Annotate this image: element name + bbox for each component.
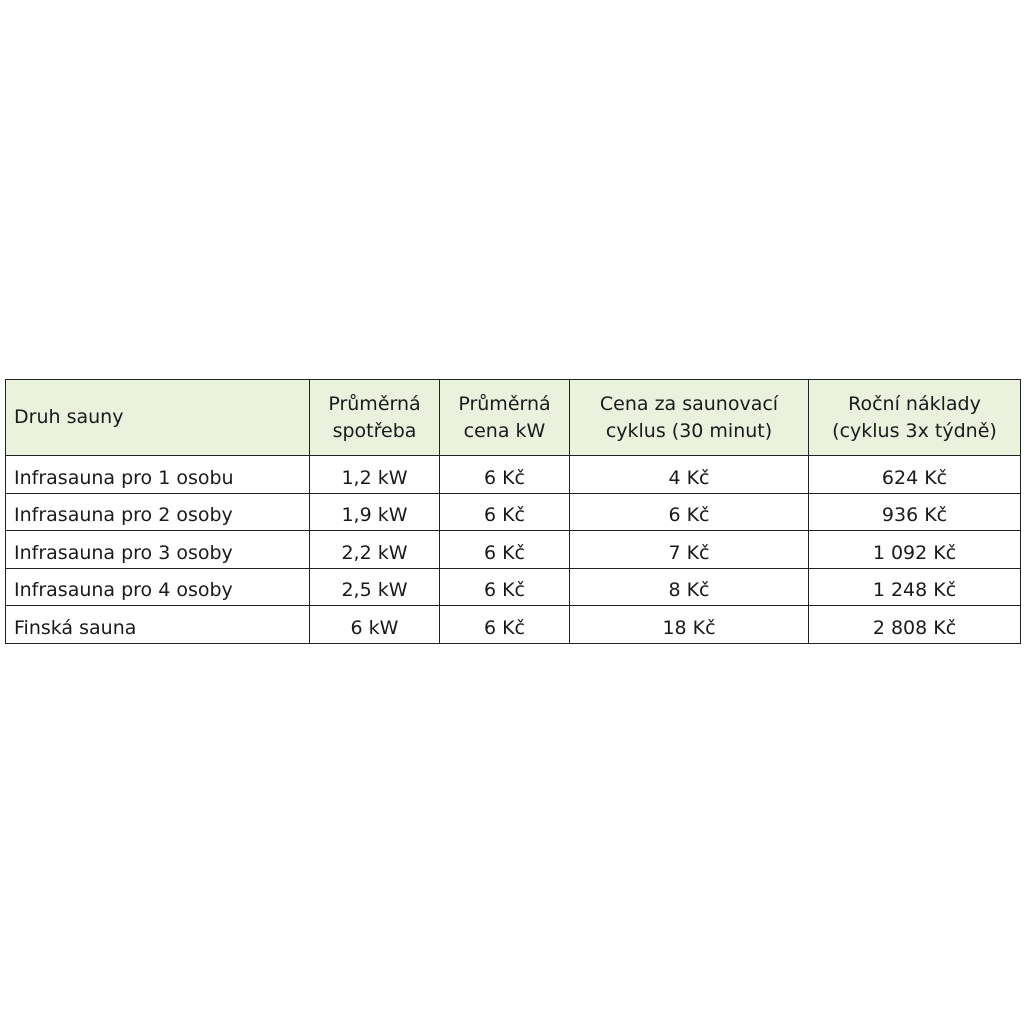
cell-price-kw: 6 Kč: [440, 493, 570, 531]
cell-cycle-price: 4 Kč: [570, 456, 809, 494]
sauna-cost-table: [5, 379, 1021, 644]
cell-price-kw: 6 Kč: [440, 456, 570, 494]
header-sauna-type: Druh sauny: [6, 380, 310, 456]
cell-annual-cost: 1 248 Kč: [809, 568, 1021, 606]
cell-consumption: 2,5 kW: [310, 568, 440, 606]
table-row: [6, 568, 1021, 606]
header-average-consumption: Průměrná spotřeba: [310, 380, 440, 456]
cell-sauna-type: Finská sauna: [6, 606, 310, 644]
cell-annual-cost: 936 Kč: [809, 493, 1021, 531]
cell-cycle-price: 18 Kč: [570, 606, 809, 644]
header-cycle-price: Cena za saunovací cyklus (30 minut): [570, 380, 809, 456]
cell-cycle-price: 7 Kč: [570, 531, 809, 569]
cell-cycle-price: 6 Kč: [570, 493, 809, 531]
cell-consumption: 6 kW: [310, 606, 440, 644]
table-header-row: [6, 380, 1021, 456]
table-row: [6, 493, 1021, 531]
cell-price-kw: 6 Kč: [440, 568, 570, 606]
cell-annual-cost: 624 Kč: [809, 456, 1021, 494]
cell-cycle-price: 8 Kč: [570, 568, 809, 606]
cell-annual-cost: 2 808 Kč: [809, 606, 1021, 644]
cell-consumption: 1,9 kW: [310, 493, 440, 531]
cell-consumption: 1,2 kW: [310, 456, 440, 494]
cell-price-kw: 6 Kč: [440, 531, 570, 569]
cell-annual-cost: 1 092 Kč: [809, 531, 1021, 569]
header-average-price-kw: Průměrná cena kW: [440, 380, 570, 456]
table-row: [6, 456, 1021, 494]
cell-consumption: 2,2 kW: [310, 531, 440, 569]
cell-sauna-type: Infrasauna pro 1 osobu: [6, 456, 310, 494]
cell-sauna-type: Infrasauna pro 2 osoby: [6, 493, 310, 531]
table-row: [6, 606, 1021, 644]
header-annual-cost: Roční náklady (cyklus 3x týdně): [809, 380, 1021, 456]
cell-price-kw: 6 Kč: [440, 606, 570, 644]
cell-sauna-type: Infrasauna pro 3 osoby: [6, 531, 310, 569]
table-row: [6, 531, 1021, 569]
cell-sauna-type: Infrasauna pro 4 osoby: [6, 568, 310, 606]
